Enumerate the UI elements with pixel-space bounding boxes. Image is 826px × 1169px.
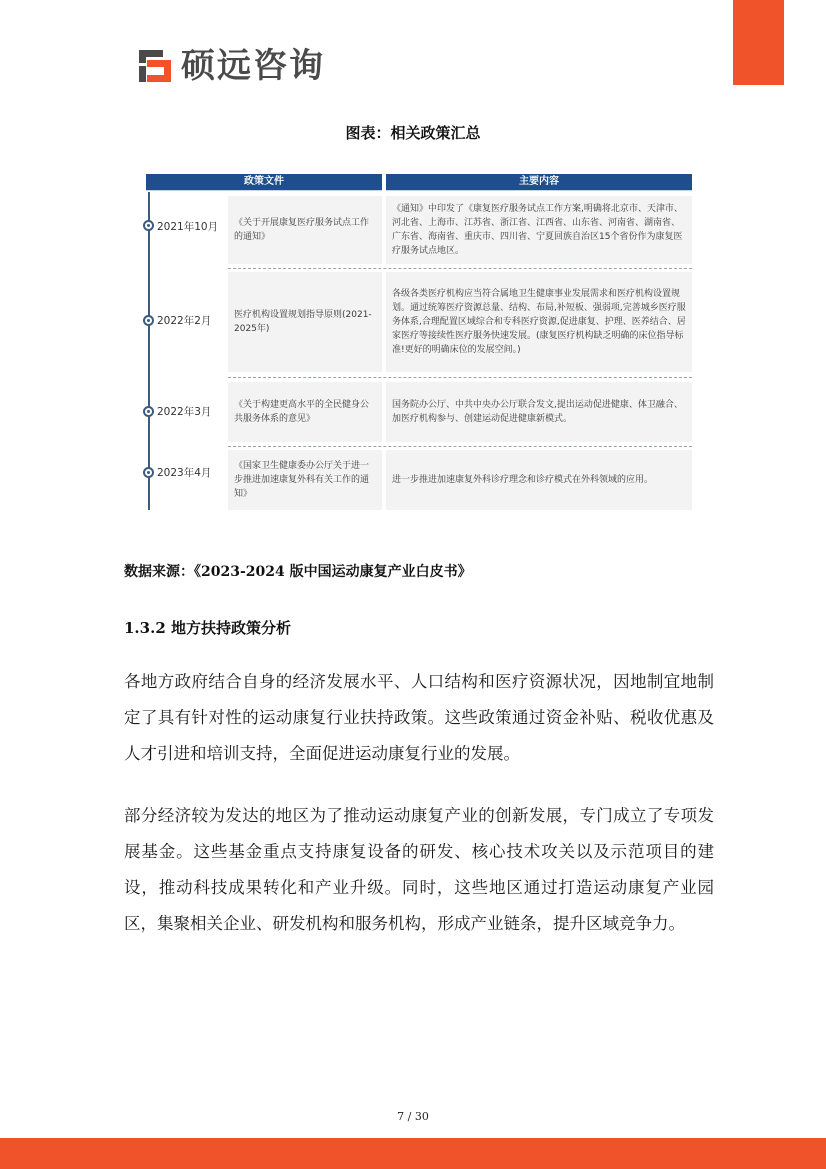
- row-date: 2022年2月: [157, 315, 212, 327]
- brand-name: 硕远咨询: [181, 46, 325, 86]
- header-main-content: 主要内容: [386, 174, 692, 190]
- top-accent-bar: [733, 0, 784, 85]
- row-document-text: 《国家卫生健康委办公厅关于进一步推进加速康复外科有关工作的通知》: [234, 461, 370, 499]
- bottom-accent-bar: [0, 1138, 826, 1169]
- section-heading: 1.3.2 地方扶持政策分析: [124, 619, 291, 637]
- row-content: [386, 272, 692, 372]
- row-document: [228, 450, 382, 510]
- row-content: [386, 382, 692, 442]
- logo: [137, 46, 325, 86]
- row-content-text: 《通知》中印发了《康复医疗服务试点工作方案,明确将北京市、天津市、河北省、上海市、江苏省、浙江省、江西省、山东省、河南省、湖南省、广东省、海南省、重庆市、四川省、宁夏回族自治区15个省份作为康复医疗服务试点地区。: [392, 204, 683, 256]
- row-date: 2021年10月: [157, 221, 219, 233]
- row-divider: [228, 268, 692, 269]
- timeline-dot-icon: [143, 220, 154, 231]
- header-policy-doc: 政策文件: [146, 174, 382, 190]
- row-document: [228, 382, 382, 442]
- row-divider: [228, 446, 692, 447]
- timeline-dot-icon: [143, 406, 154, 417]
- row-content: [386, 196, 692, 264]
- row-content: [386, 450, 692, 510]
- row-content-text: 进一步推进加速康复外科诊疗理念和诊疗模式在外科领域的应用。: [392, 475, 654, 485]
- policy-table: [144, 172, 692, 512]
- row-document-text: 医疗机构设置规划指导原则(2021-2025年): [234, 310, 372, 334]
- row-document-text: 《关于开展康复医疗服务试点工作的通知》: [234, 218, 370, 242]
- timeline-dot-icon: [143, 315, 154, 326]
- row-date: 2023年4月: [157, 467, 212, 479]
- row-date: 2022年3月: [157, 406, 212, 418]
- logo-mark-icon: [137, 48, 173, 84]
- row-divider: [228, 377, 692, 378]
- row-document: [228, 272, 382, 372]
- figure-title: 图表：相关政策汇总: [345, 124, 481, 142]
- timeline-dot-icon: [143, 467, 154, 478]
- row-content-text: 各级各类医疗机构应当符合属地卫生健康事业发展需求和医疗机构设置规划。通过统筹医疗资源总量、结构、布局,补短板、强弱项,完善城乡医疗服务体系,合理配置区域综合和专科医疗资源,促进康复、护理、医养结合、居家医疗等接续性医疗服务快速发展。(康复医疗机构缺乏明确的床位指导标准!更好的明确床位的发展空间。): [392, 289, 686, 355]
- data-source: 数据来源：《2023-2024 版中国运动康复产业白皮书》: [124, 564, 472, 580]
- page-number: 7 / 30: [397, 1110, 429, 1123]
- row-document-text: 《关于构建更高水平的全民健身公共服务体系的意见》: [234, 400, 370, 424]
- row-content-text: 国务院办公厅、中共中央办公厅联合发文,提出运动促进健康、体卫融合、加医疗机构参与、创建运动促进健康新模式。: [392, 400, 683, 424]
- timeline-line: [148, 192, 150, 510]
- paragraph: 部分经济较为发达的地区为了推动运动康复产业的创新发展，专门成立了专项发展基金。这些基金重点支持康复设备的研发、核心技术攻关以及示范项目的建设，推动科技成果转化和产业升级。同时，这些地区通过打造运动康复产业园区，集聚相关企业、研发机构和服务机构，形成产业链条，提升区域竞争力。: [124, 806, 714, 933]
- paragraph: 各地方政府结合自身的经济发展水平、人口结构和医疗资源状况，因地制宜地制定了具有针对性的运动康复行业扶持政策。这些政策通过资金补贴、税收优惠及人才引进和培训支持，全面促进运动康复行业的发展。: [124, 672, 714, 763]
- row-document: [228, 196, 382, 264]
